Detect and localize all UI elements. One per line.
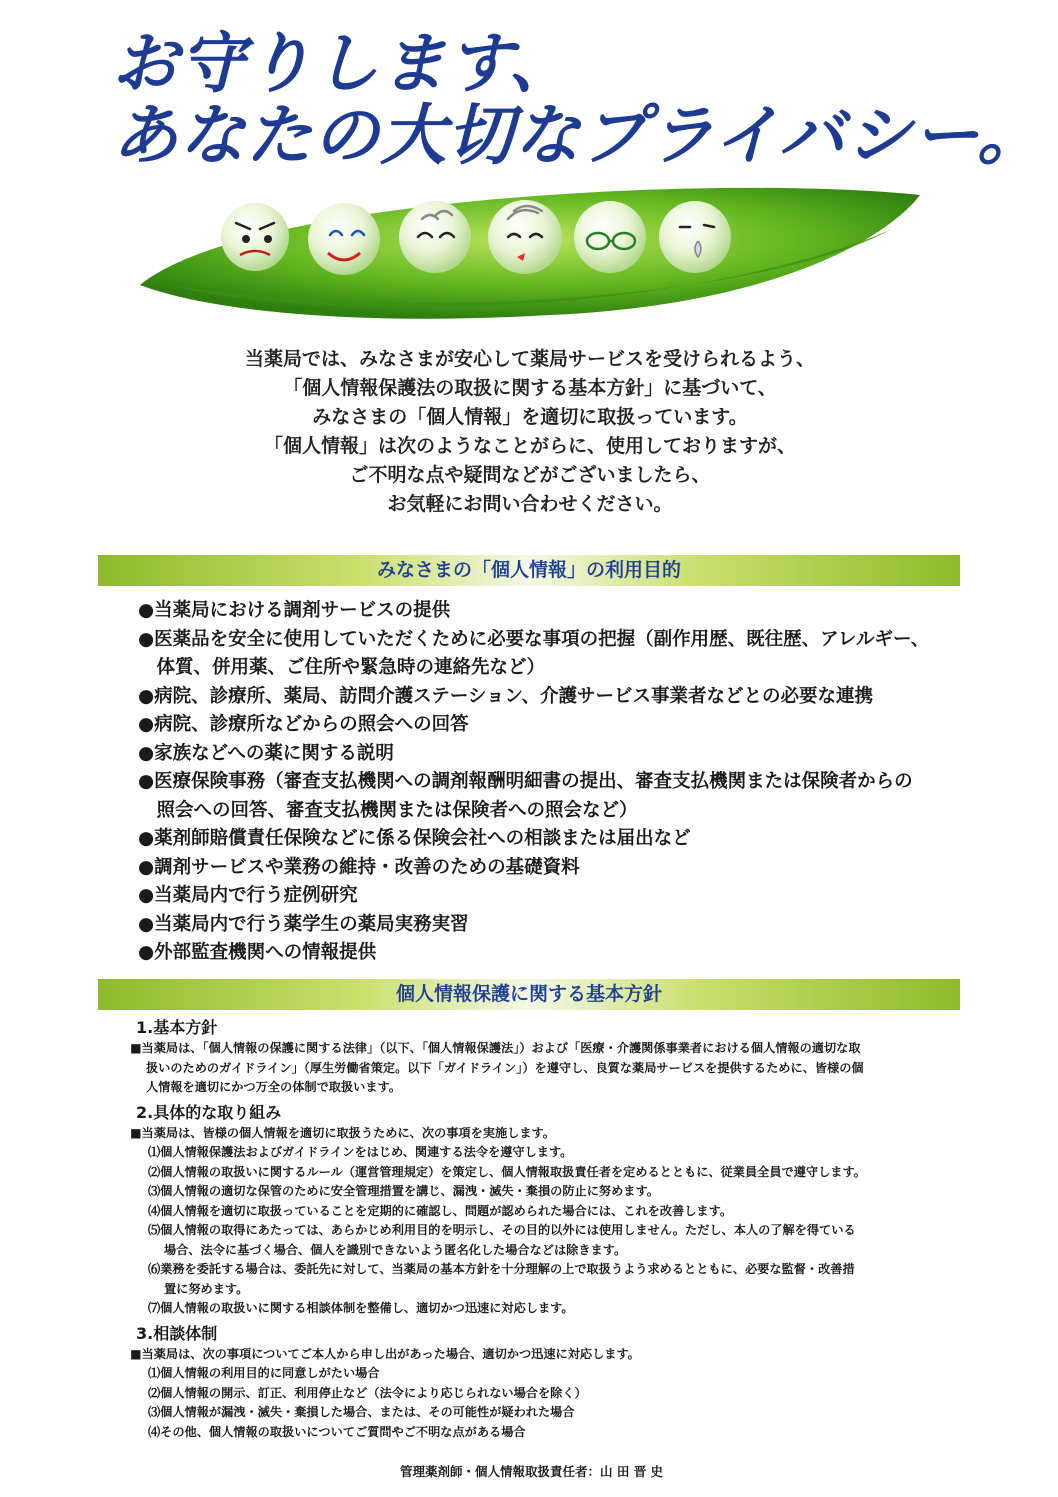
responsible-person: 管理薬剤師・個人情報取扱責任者：山 田 晋 史: [400, 1464, 664, 1479]
list-item: ●外部監査機関への情報提供: [138, 942, 377, 963]
pea-smile: [308, 203, 380, 275]
list-item: 体質、併用薬、ご住所や緊急時の連絡先など）: [138, 657, 546, 678]
policy-heading: 個人情報保護に関する基本方針: [98, 979, 960, 1010]
pea-happy: [399, 201, 471, 273]
list-item: ●当薬局内で行う薬学生の薬局実務実習: [138, 913, 469, 935]
policy-item: 場合、法令に基づく場合、個人を識別できないよう匿名化した場合などは除きます。: [164, 1242, 627, 1257]
policy-paragraph: ■当薬局は、次の事項についてご本人から申し出があった場合、適切かつ迅速に対応します。: [130, 1346, 640, 1361]
headline-line-2: あなたの大切なプライバシー。: [112, 97, 1045, 174]
list-item: ●薬剤師賠償責任保険などに係る保険会社への相談または届出など: [138, 828, 691, 849]
policy-item: ⑴個人情報の利用目的に同意しがたい場合: [148, 1366, 380, 1380]
page-headline: [112, 25, 1045, 174]
list-item: ●調剤サービスや業務の維持・改善のための基礎資料: [138, 856, 580, 878]
policy-item: 置に努めます。: [164, 1281, 249, 1296]
policy-item: ⑸個人情報の取得にあたっては、あらかじめ利用目的を明示し、その目的以外には使用しません。ただし、本人の了解を得ている: [148, 1223, 856, 1237]
policy-paragraph: 扱いのためのガイドライン」（厚生労働省策定。以下「ガイドライン」）を遵守し、良質な薬局サービスを提供するために、皆様の個: [146, 1060, 864, 1075]
list-item: 照会への回答、審査支払機関または保険者への照会など）: [138, 799, 638, 821]
pea-pod-icon: [130, 175, 940, 335]
intro-line: ご不明な点や疑問などがございましたら、: [349, 464, 711, 486]
list-item: ●医薬品を安全に使用していただくために必要な事項の把握（副作用歴、既往歴、アレルギー、: [138, 628, 930, 650]
intro-text: [140, 345, 920, 519]
section-title: 2.具体的な取り組み: [136, 1102, 282, 1122]
pea-angry: [221, 203, 289, 271]
policy-item: ⑷その他、個人情報の取扱いについてご質問やご不明な点がある場合: [148, 1424, 526, 1439]
pea-crying: [659, 201, 731, 273]
intro-line: 当薬局では、みなさまが安心して薬局サービスを受けられるよう、: [244, 348, 815, 370]
list-item: ●当薬局における調剤サービスの提供: [138, 600, 451, 621]
purpose-heading: みなさまの「個人情報」の利用目的: [98, 555, 960, 586]
policy-body: [130, 1017, 940, 1442]
list-item: ●病院、診療所、薬局、訪問介護ステーション、介護サービス事業者などとの必要な連携: [138, 685, 874, 707]
list-item: ●医療保険事務（審査支払機関への調剤報酬明細書の提出、審査支払機関または保険者からの: [138, 771, 913, 792]
purpose-list: [138, 597, 938, 968]
intro-line: 「個人情報」は次のようなことがらに、使用しておりますが、: [263, 435, 796, 457]
list-item: ●病院、診療所などからの照会への回答: [138, 714, 469, 735]
intro-line: お気軽にお問い合わせください。: [387, 493, 673, 515]
list-item: ●家族などへの薬に関する説明: [138, 742, 394, 764]
pea-glasses: [574, 201, 646, 273]
list-item: ●当薬局内で行う症例研究: [138, 885, 358, 906]
policy-item: ⑶個人情報の適切な保管のために安全管理措置を講じ、漏洩・滅失・棄損の防止に努めます。: [148, 1184, 659, 1198]
policy-item: ⑵個人情報の取扱いに関するルール（運営管理規定）を策定し、個人情報取扱責任者を定めるとともに、従業員全員で遵守します。: [148, 1164, 866, 1179]
policy-paragraph: ■当薬局は、皆様の個人情報を適切に取扱うために、次の事項を実施します。: [130, 1125, 555, 1140]
headline-line-1: お守りします、: [112, 25, 576, 102]
policy-item: ⑴個人情報保護法およびガイドラインをはじめ、関連する法令を遵守します。: [148, 1145, 573, 1159]
policy-item: ⑷個人情報を適切に取扱っていることを定期的に確認し、問題が認められた場合には、これを改善します。: [148, 1203, 733, 1218]
policy-item: ⑵個人情報の開示、訂正、利用停止など（法令により応じられない場合を除く）: [148, 1385, 587, 1400]
policy-item: ⑹業務を委託する場合は、委託先に対して、当薬局の基本方針を十分理解の上で取扱うよう求めるとともに、必要な監督・改善措: [148, 1262, 855, 1276]
policy-item: ⑶個人情報が漏洩・滅失・棄損した場合、または、その可能性が疑われた場合: [148, 1405, 575, 1419]
intro-line: 「個人情報保護法の取扱に関する基本方針」に基づいて、: [283, 377, 777, 399]
policy-item: ⑺個人情報の取扱いに関する相談体制を整備し、適切かつ迅速に対応します。: [148, 1301, 574, 1315]
intro-line: みなさまの「個人情報」を適切に取扱っています。: [312, 406, 748, 428]
section-title: 1.基本方針: [136, 1018, 218, 1037]
section-title: 3.相談体制: [136, 1323, 218, 1343]
policy-paragraph: 人情報を適切にかつ万全の体制で取扱います。: [146, 1080, 401, 1094]
policy-paragraph: ■当薬局は、「個人情報の保護に関する法律」（以下、「個人情報保護法」）および「医療・介護関係事業者における個人情報の適切な取: [130, 1041, 861, 1055]
